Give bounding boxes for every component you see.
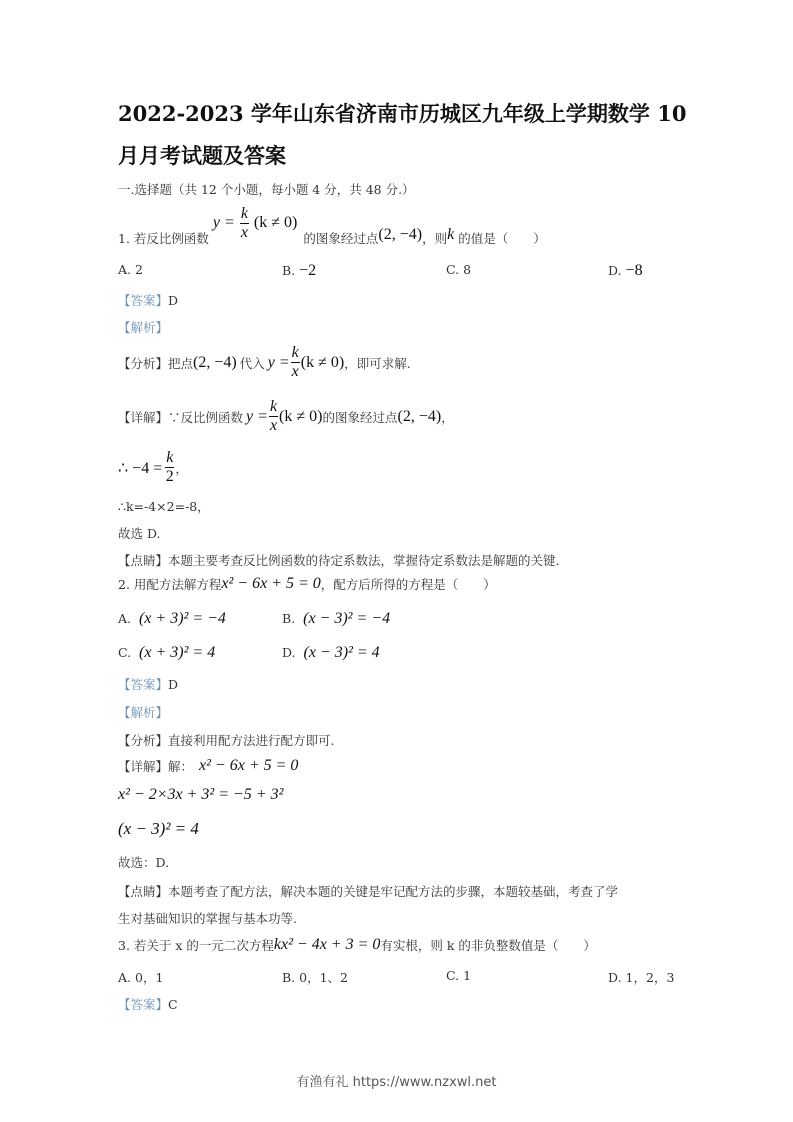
- q1-dianjing: 【点睛】本题主要考查反比例函数的待定系数法，掌握待定系数法是解题的关键.: [118, 553, 560, 568]
- q1-answer: 【答案】D: [118, 293, 179, 308]
- question-1-stem: [118, 206, 546, 250]
- q1-point: (2, −4): [378, 226, 423, 243]
- q1-stem-b: 的图象经过点: [303, 231, 379, 246]
- q3-option-b: B. 0，1、2: [282, 970, 349, 985]
- q1-step1: ∴ −4 = $\frac{k}{2}$ ，: [118, 449, 188, 485]
- q1-option-b: B. −2: [282, 262, 317, 279]
- q2-option-b: B. (x − 3)² = −4: [282, 610, 391, 627]
- q2-option-d: D. (x − 3)² = 4: [282, 644, 380, 661]
- q2-step2: x² − 2×3x + 3² = −5 + 3²: [118, 786, 284, 803]
- q1-fenxi: 【分析】 把点 (2, −4) 代入 y = $\frac{k}{x}$ (k ≠ 0) ，即可求解.: [118, 344, 411, 380]
- q2-fenxi: 【分析】直接利用配方法进行配方即可.: [118, 733, 335, 748]
- q1-option-c: C. 8: [446, 262, 472, 277]
- q2-option-a: A. (x + 3)² = −4: [118, 610, 226, 627]
- q1-step2: ∴k=-4×2=-8，: [118, 499, 210, 514]
- q1-k: k: [447, 226, 455, 243]
- document-title-line2: 月月考试题及答案: [118, 143, 286, 168]
- q1-stem-a: 1. 若反比例函数: [118, 231, 209, 246]
- q1-xiangjie: 【详解】 ∵反比例函数 y = $\frac{k}{x}$ (k ≠ 0) 的图象经过点 (2, −4) ，: [118, 398, 454, 434]
- q1-function-formula: y = $\frac{k}{x}$ (k ≠ 0): [212, 205, 298, 241]
- answer-label: 【答案】: [118, 293, 169, 308]
- q2-answer: 【答案】D: [118, 677, 179, 692]
- q2-xiangjie: 【详解】 解： x² − 6x + 5 = 0: [118, 757, 299, 774]
- q3-equation: kx² − 4x + 3 = 0: [273, 936, 381, 953]
- q1-analysis-label: 【解析】: [118, 320, 169, 335]
- q2-option-c: C. (x + 3)² = 4: [118, 644, 216, 661]
- q1-stem-c: ，则: [422, 231, 448, 246]
- q3-option-c: C. 1: [446, 968, 472, 983]
- q1-option-d: D. −8: [608, 262, 643, 279]
- q2-dianjing-line1: 【点睛】本题考查了配方法，解决本题的关键是牢记配方法的步骤，本题较基础，考查了学: [118, 884, 619, 899]
- q1-option-a: A. 2: [118, 262, 143, 277]
- q2-conclusion: 故选：D.: [118, 855, 170, 870]
- footer-watermark: 有渔有礼 https://www.nzxwl.net: [296, 1075, 497, 1090]
- q2-equation: x² − 6x + 5 = 0: [221, 575, 321, 592]
- q3-option-a: A. 0，1: [118, 970, 164, 985]
- q1-stem-d: 的值是（ ）: [458, 231, 546, 246]
- q3-option-d: D. 1，2，3: [608, 970, 675, 985]
- question-2-stem: 2. 用配方法解方程 x² − 6x + 5 = 0 ，配方后所得的方程是（ ）: [118, 575, 496, 592]
- q2-analysis-label: 【解析】: [118, 705, 169, 720]
- q2-step3: (x − 3)² = 4: [118, 819, 199, 838]
- question-3-stem: 3. 若关于 x 的一元二次方程 kx² − 4x + 3 = 0 有实根，则 k 的非负整数值是（ ）: [118, 936, 596, 953]
- section-heading: 一.选择题（共 12 个小题，每小题 4 分，共 48 分.）: [118, 182, 415, 197]
- q1-conclusion: 故选 D.: [118, 526, 161, 541]
- q3-answer: 【答案】C: [118, 997, 178, 1012]
- document-title-line1: 2022-2023 学年山东省济南市历城区九年级上学期数学 10: [118, 101, 687, 126]
- q2-dianjing-line2: 生对基础知识的掌握与基本功等.: [118, 911, 297, 926]
